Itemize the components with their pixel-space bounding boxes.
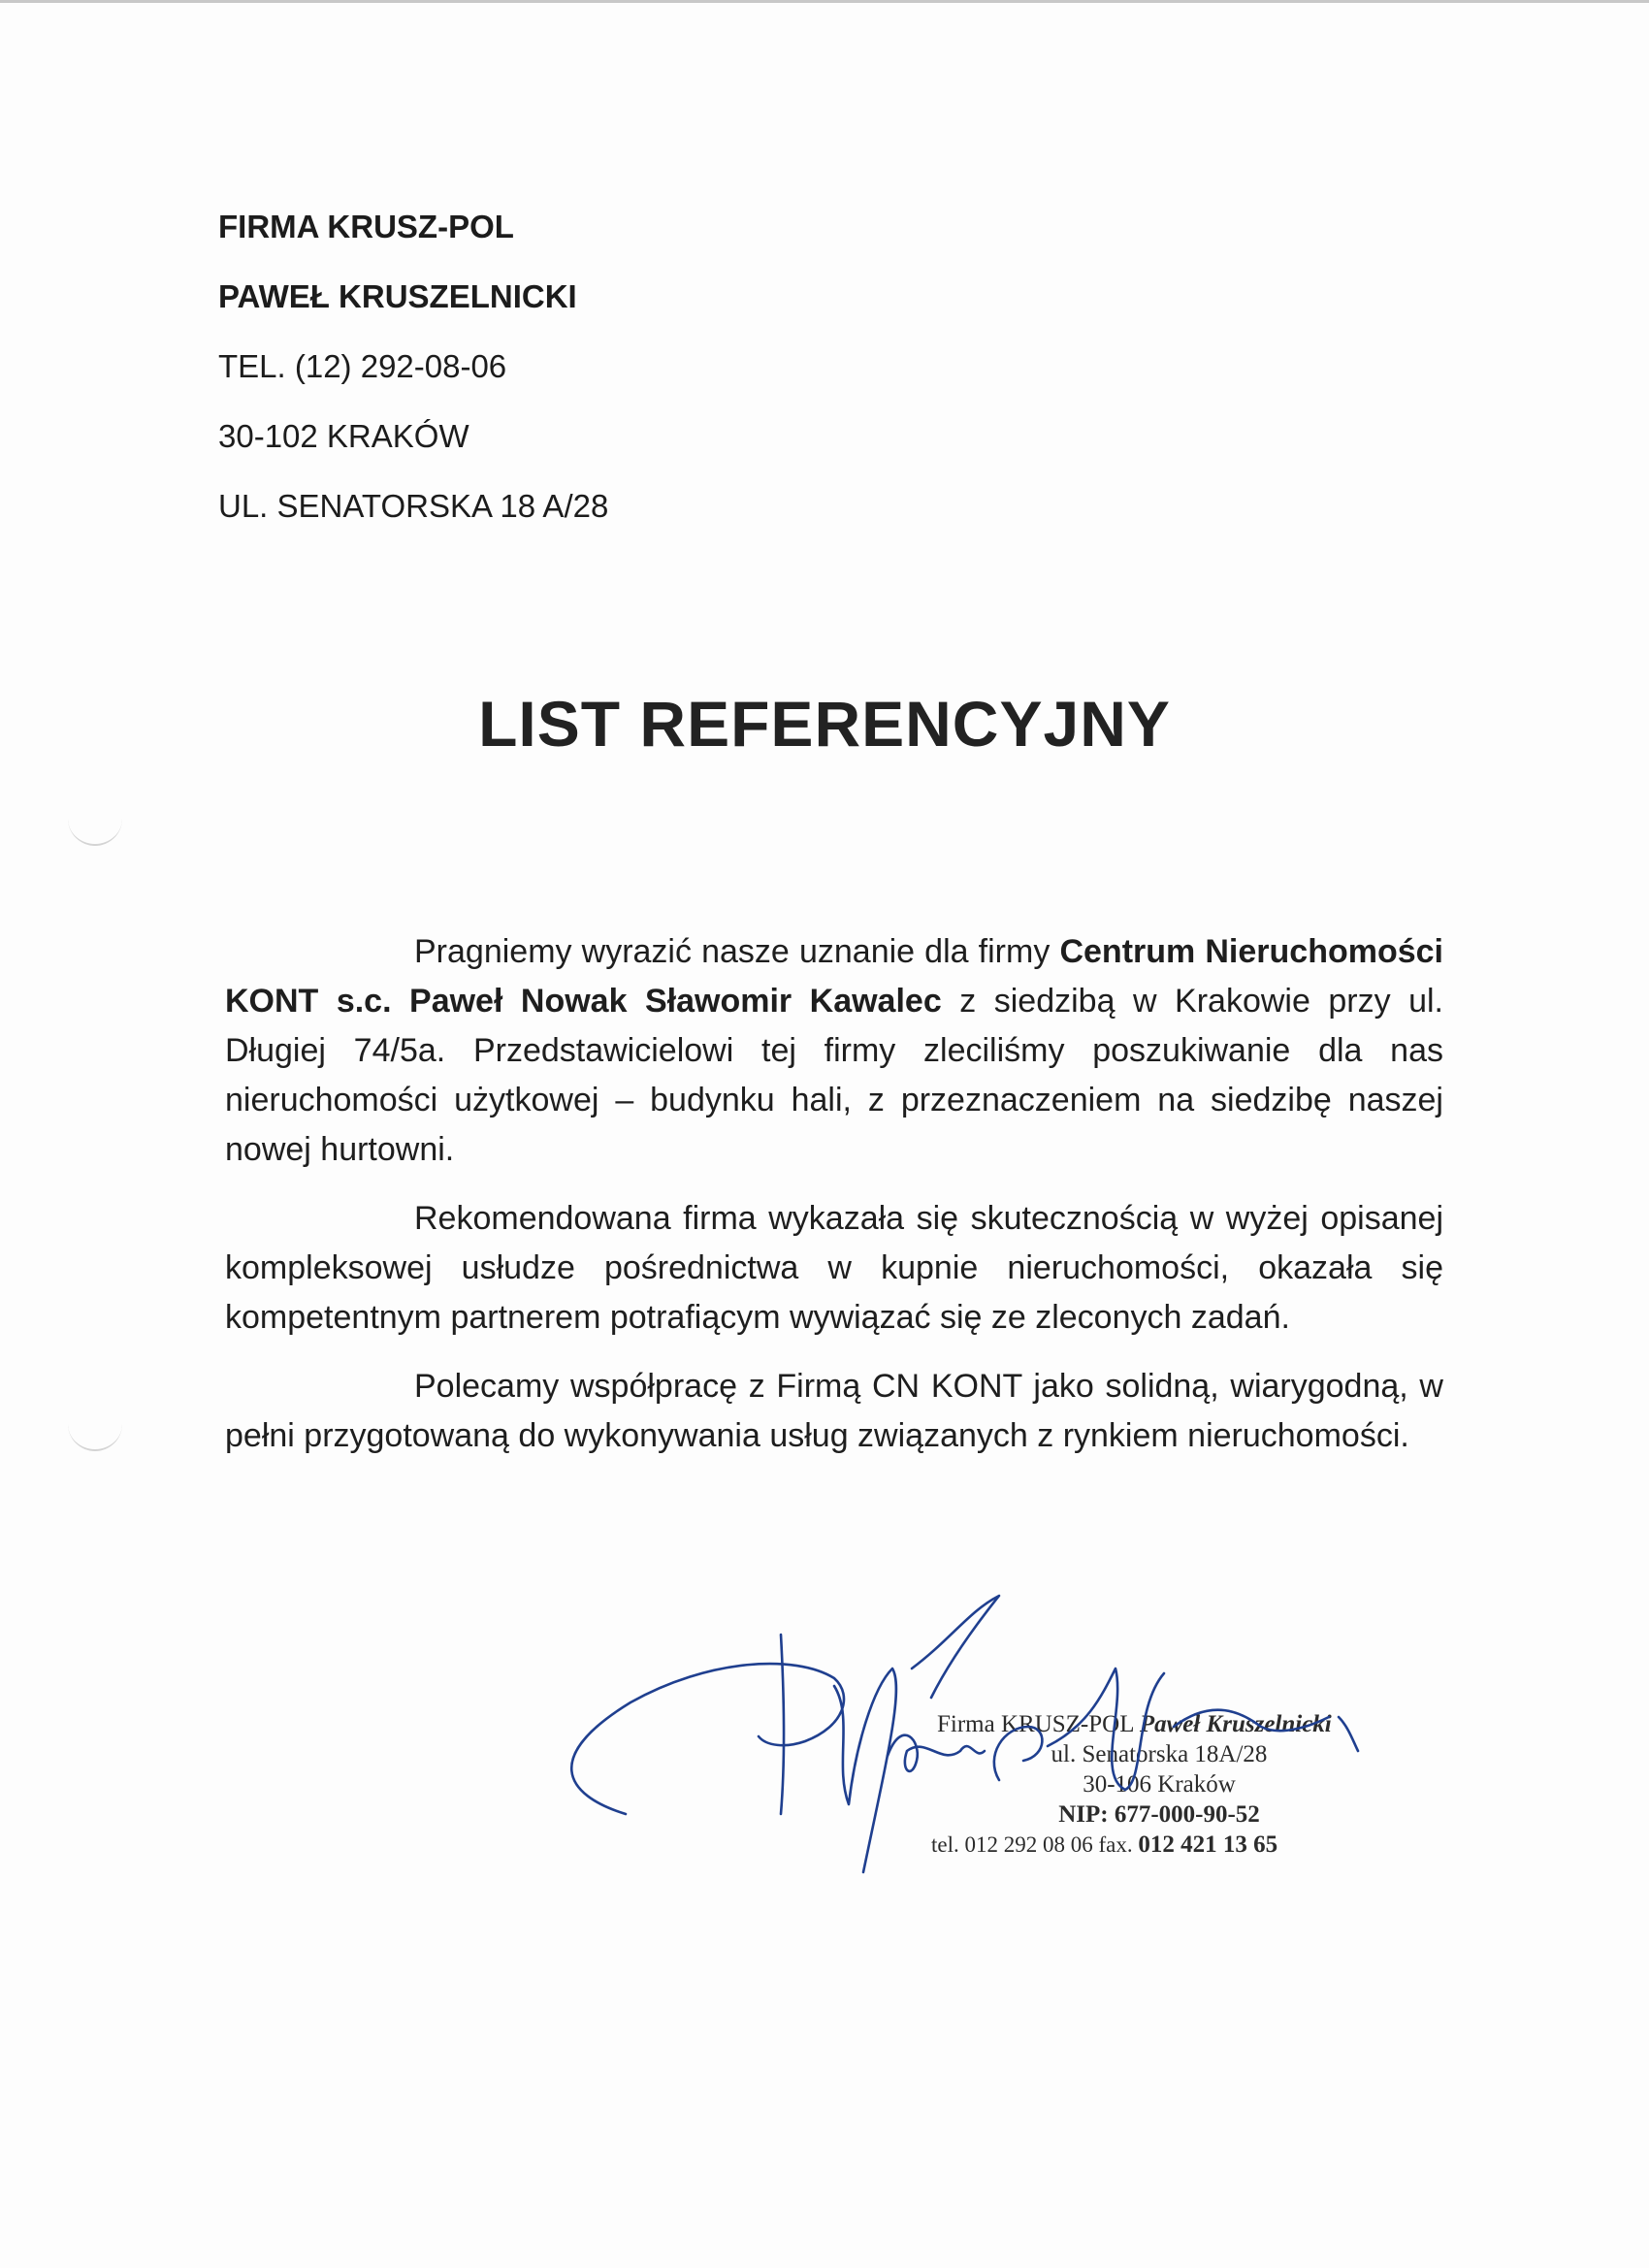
letter-title: LIST REFERENCYJNY [478,688,1171,760]
sender-phone: TEL. (12) 292-08-06 [218,348,507,384]
stamp-company-name: Firma KRUSZ-POL [937,1711,1140,1737]
stamp-line-street: ul. Senatorska 18A/28 [1051,1741,1268,1767]
sender-block [218,192,608,541]
handwritten-signature [543,1581,1397,1892]
stamp-line-city: 30-106 Kraków [1083,1771,1236,1798]
paragraph-1 [225,927,1443,1175]
stamp-line-nip: NIP: 677-000-90-52 [1058,1801,1260,1828]
stamp-owner-name: Paweł Kruszelnicki [1139,1711,1332,1737]
paragraph-3: Polecamy współpracę z Firmą CN KONT jako solidną, wiarygodną, w pełni przygotowaną do wykonywania usług związanych z rynkiem nieruchomości. [225,1368,1443,1454]
scan-top-edge [0,0,1649,3]
paragraph-1-text-a: Pragniemy wyrazić nasze uznanie dla firmy [414,933,1060,970]
sender-street: UL. SENATORSKA 18 A/28 [218,488,609,524]
punch-hole-mark [68,815,122,846]
paragraph-2: Rekomendowana firma wykazała się skutecznością w wyżej opisanej kompleksowej usłudze pośrednictwa w kupnie nieruchomości, okazała się kompetentnym partnerem potrafiącym wywiązać się ze zleconych zadań. [225,1200,1443,1336]
sender-name: PAWEŁ KRUSZELNICKI [218,278,577,314]
stamp-fax: 012 421 13 65 [1138,1831,1278,1858]
punch-hole-mark [68,1420,122,1451]
sender-company: FIRMA KRUSZ-POL [218,209,514,244]
sender-city: 30-102 KRAKÓW [218,418,469,454]
stamp-phone: tel. 012 292 08 06 fax. [931,1832,1139,1857]
paragraph-1-text-b: z siedzibą w Krakowie przy ul. Długiej 74/5a. Przedstawicielowi tej firmy zleciliśmy poszukiwanie dla nas nieruchomości użytkowej – budynku hali, z przeznaczeniem na siedzibę naszej nowej hurtowni. [225,983,1444,1168]
letter-body [225,927,1443,1480]
recommended-company-name: Centrum Nieruchomości KONT s.c. Paweł Nowak Sławomir Kawalec [225,933,1444,1020]
